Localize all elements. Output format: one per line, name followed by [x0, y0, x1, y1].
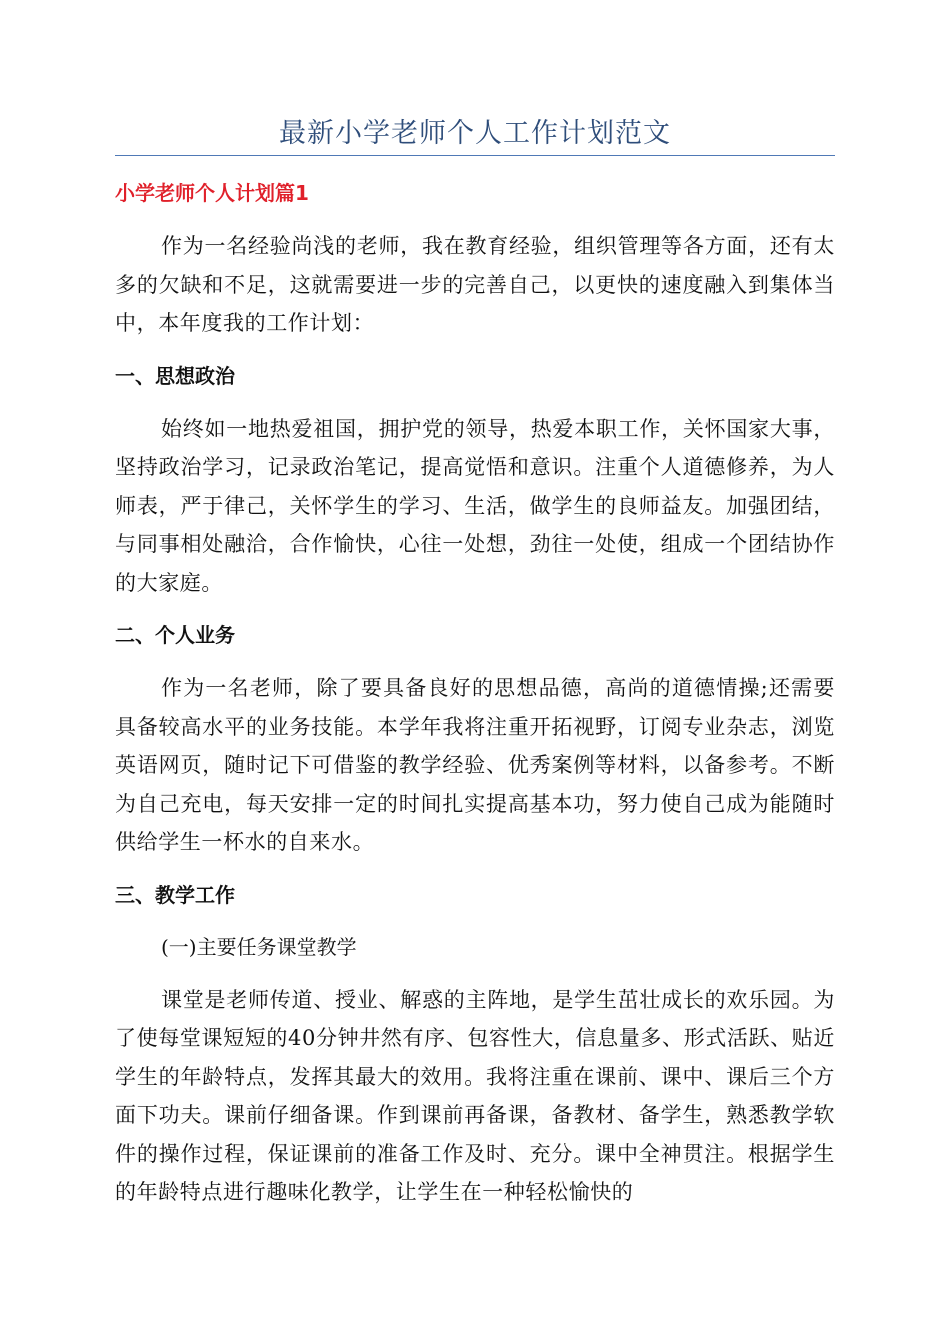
document-body [115, 176, 835, 1228]
heading-personal-business: 二、个人业务 [115, 623, 235, 647]
paragraph-ideology: 始终如一地热爱祖国，拥护党的领导，热爱本职工作，关怀国家大事，坚持政治学习，记录政治笔记，提高觉悟和意识。注重个人道德修养，为人师表，严于律己，关怀学生的学习、生活，做学生的良师益友。加强团结，与同事相处融洽，合作愉快，心往一处想，劲往一处使，组成一个团结协作的大家庭。 [115, 416, 835, 595]
document-title: 最新小学老师个人工作计划范文 [279, 118, 671, 149]
heading-ideology: 一、思想政治 [115, 363, 235, 388]
title-divider [115, 155, 835, 156]
paragraph-personal-business: 作为一名老师，除了要具备良好的思想品德，高尚的道德情操;还需要具备较高水平的业务技能。本学年我将注重开拓视野，订阅专业杂志，浏览英语网页，随时记下可借鉴的教学经验、优秀案例等材料，以备参考。不断为自己充电，每天安排一定的时间扎实提高基本功，努力使自己成为能随时供给学生一杯水的自来水。 [115, 676, 835, 854]
intro-paragraph: 作为一名经验尚浅的老师，我在教育经验，组织管理等各方面，还有太多的欠缺和不足，这就需要进一步的完善自己，以更快的速度融入到集体当中，本年度我的工作计划： [115, 234, 835, 335]
section-title: 小学老师个人计划篇1 [115, 181, 309, 205]
paragraph-teaching-work: 课堂是老师传道、授业、解惑的主阵地，是学生茁壮成长的欢乐园。为了使每堂课短短的40分钟井然有序、包容性大，信息量多、形式活跃、贴近学生的年龄特点，发挥其最大的效用。我将注重在课前、课中、课后三个方面下功夫。课前仔细备课。作到课前再备课，备教材、备学生，熟悉教学软件的操作过程，保证课前的准备工作及时、充分。课中全神贯注。根据学生的年龄特点进行趣味化教学，让学生在一种轻松愉快的 [115, 987, 835, 1204]
subheading-classroom-teaching: (一)主要任务课堂教学 [161, 934, 357, 959]
heading-teaching-work: 三、教学工作 [115, 882, 235, 907]
